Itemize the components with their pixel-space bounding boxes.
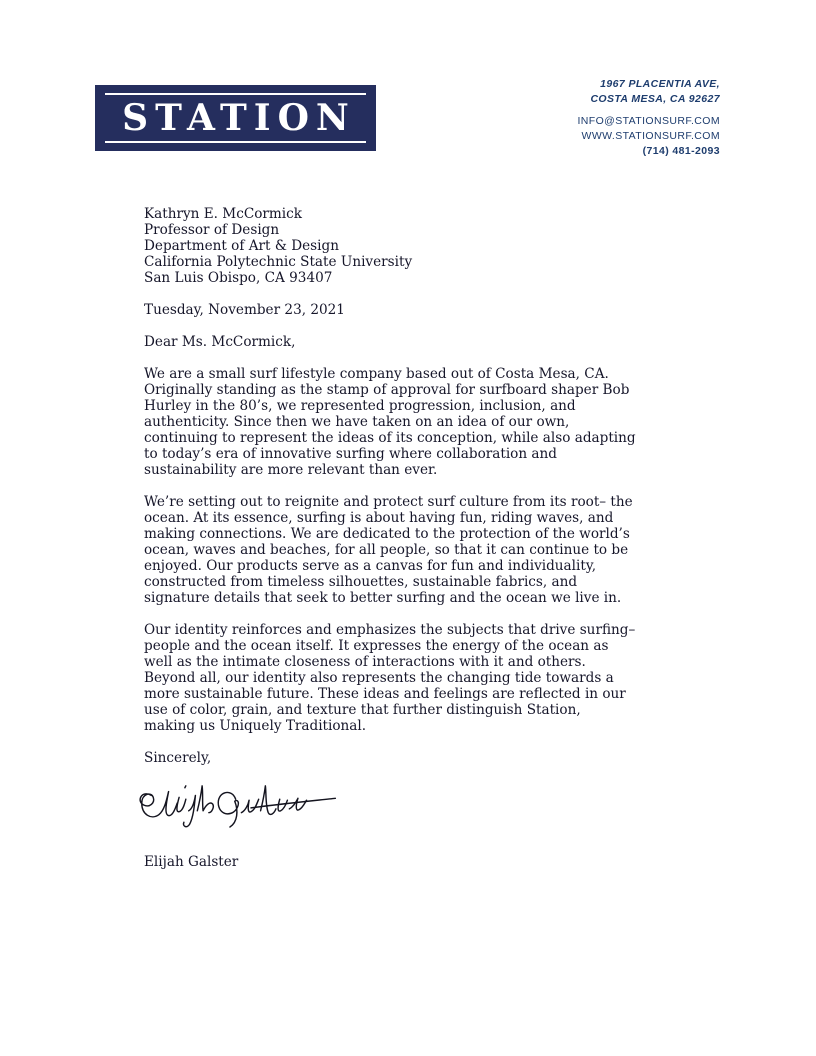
letter-date: Tuesday, November 23, 2021 (144, 302, 345, 318)
address-line-1: 1967 PLACENTIA AVE, (600, 78, 720, 90)
contact-block (577, 77, 720, 159)
address-line-2: COSTA MESA, CA 92627 (590, 93, 720, 105)
signature-script (136, 774, 636, 840)
email-text: INFO@STATIONSURF.COM (577, 115, 720, 127)
recipient-title: Professor of Design (144, 222, 280, 238)
recipient-city-state: San Luis Obispo, CA 93407 (144, 270, 333, 286)
recipient-name: Kathryn E. McCormick (144, 206, 303, 222)
letter-body (144, 206, 636, 870)
phone-text: (714) 481-2093 (642, 145, 720, 157)
signature-svg (136, 774, 366, 836)
signature-name: Elijah Galster (144, 854, 239, 870)
recipient-university: California Polytechnic State University (144, 254, 413, 270)
paragraph-3: Our identity reinforces and emphasizes the subjects that drive surfing– people and the ocean itself. It expresses the energy of the ocean as well as the intimate closeness of interactions with it and others. Beyond all, our identity also represents the changing tide towards a more sustainable future. These ideas and feelings are reflected in our use of color, grain, and texture that further distinguish Station, making us Uniquely Traditional. (144, 622, 636, 734)
recipient-department: Department of Art & Design (144, 238, 339, 254)
station-logo-wordmark: STATION (105, 93, 366, 143)
website-text: WWW.STATIONSURF.COM (581, 130, 720, 142)
salutation: Dear Ms. McCormick, (144, 334, 296, 350)
paragraph-2: We’re setting out to reignite and protect surf culture from its root– the ocean. At its essence, surfing is about having fun, riding waves, and making connections. We are dedicated to the protection of the world’s ocean, waves and beaches, for all people, so that it can continue to be enjoyed. Our products serve as a canvas for fun and individuality, constructed from timeless silhouettes, sustainable fabrics, and signature details that seek to better surfing and the ocean we live in. (144, 494, 633, 606)
contact-spacer (577, 107, 720, 114)
closing: Sincerely, (144, 750, 212, 766)
station-logo (95, 85, 376, 151)
recipient-block (144, 206, 636, 286)
paragraph-1: We are a small surf lifestyle company based out of Costa Mesa, CA. Originally standing as the stamp of approval for surfboard shaper Bob Hurley in the 80’s, we represented progression, inclusion, and authenticity. Since then we have taken on an idea of our own, continuing to represent the ideas of its conception, while also adapting to today’s era of innovative surfing where collaboration and sustainability are more relevant than ever. (144, 366, 636, 478)
